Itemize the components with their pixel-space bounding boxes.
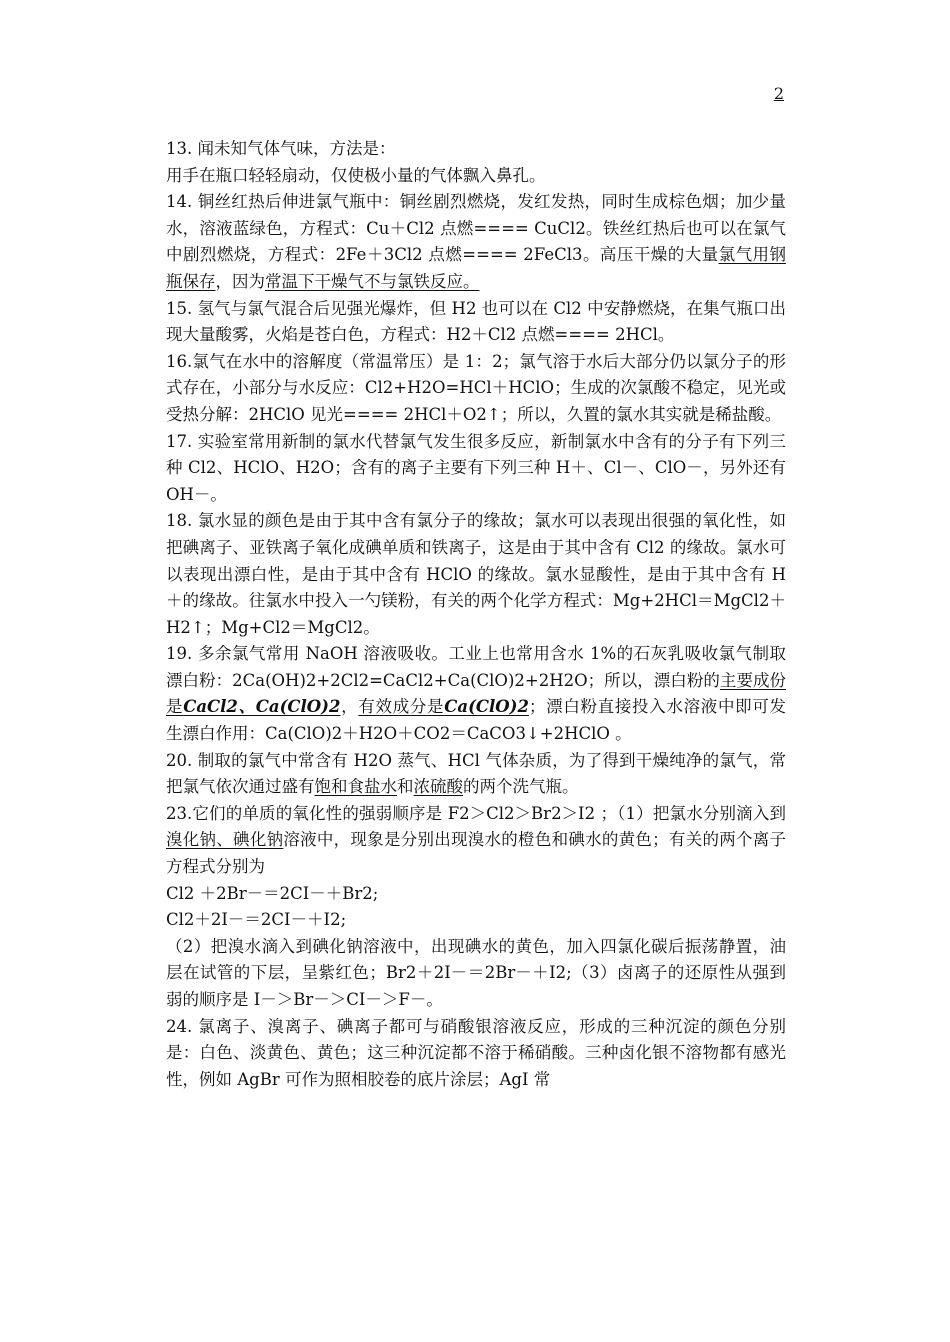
item-19-text-3: ；漂白粉直接投入水溶液中即可发生漂白作用：Ca(ClO)2＋H2O＋CO2＝CaCO3↓+2HClO 。 [166, 697, 787, 744]
item-19-main-value: CaCl2、Ca(ClO)2 [183, 697, 341, 717]
document-body [166, 136, 786, 1093]
item-23-text-2: 溶液中，现象是分别出现溴水的橙色和碘水的黄色；有关的两个离子方程式分别为 [166, 830, 787, 877]
item-14 [166, 189, 786, 295]
item-18: 18. 氯水显的颜色是由于其中含有氯分子的缘故；氯水可以表现出很强的氧化性，如把碘离子、亚铁离子氧化成碘单质和铁离子，这是由于其中含有 Cl2 的缘故。氯水可以表现出漂白性，是由于其中含有 HClO 的缘故。氯水显酸性，是由于其中含有 H＋的缘故。往氯水中投入一勺镁粉，有关的两个化学方程式：Mg+2HCl＝MgCl2＋H2↑；Mg+Cl2＝MgCl2。 [166, 511, 786, 637]
item-19-text: 19. 多余氯气常用 NaOH 溶液吸收。工业上也常用含水 1%的石灰乳吸收氯气制取漂白粉：2Ca(OH)2+2Cl2=CaCl2+Ca(ClO)2+2H2O；所以，漂白粉的 [166, 644, 786, 690]
item-23-text: 23.它们的单质的氧化性的强弱顺序是 F2＞Cl2＞Br2＞I2 ；（1）把氯水分别滴入到 [166, 803, 786, 823]
item-14-underline-2: 常温下干燥气不与氯铁反应。 [265, 271, 480, 291]
item-23-equation-2: Cl2＋2I－＝2CI－＋I2; [166, 910, 347, 930]
item-19-effective-label: 有效成分是 [358, 697, 445, 717]
item-20-text: 20. 制取的氯气中常含有 H2O 蒸气、HCl 气体杂质，为了得到干燥纯净的氯气，常把氯气依次通过盛有 [166, 750, 786, 797]
item-19-text-2: ， [340, 697, 359, 717]
item-17: 17. 实验室常用新制的氯水代替氯气发生很多反应，新制氯水中含有的分子有下列三种 Cl2、HClO、H2O；含有的离子主要有下列三种 H＋、Cl－、ClO－，另外还有 OH－。 [166, 431, 786, 504]
item-19-main-label: 主要成份是 [166, 670, 787, 717]
page-number: 2 [773, 84, 784, 103]
item-15: 15. 氢气与氯气混合后见强光爆炸，但 H2 也可以在 Cl2 中安静燃烧，在集气瓶口出现大量酸雾，火焰是苍白色，方程式：H2＋Cl2 点燃==== 2HCl。 [166, 298, 786, 345]
item-19 [166, 641, 786, 747]
item-19-underline-2 [358, 697, 529, 716]
item-23-underline: 溴化钠、碘化钠 [166, 830, 284, 850]
item-14-text: 14. 铜丝红热后伸进氯气瓶中：铜丝剧烈燃烧，发红发热，同时生成棕色烟；加少量水，溶液蓝绿色，方程式：Cu＋Cl2 点燃==== CuCl2。铁丝红热后也可以在氯气中剧烈燃烧，方程式：2Fe＋3Cl2 点燃==== 2FeCl3。高压干燥的大量 [166, 192, 786, 265]
item-13-answer: 用手在瓶口轻轻扇动，仅使极小量的气体飘入鼻孔。 [166, 165, 546, 185]
item-14-text-2: ，因为 [215, 271, 265, 291]
item-20-underline-2: 浓硫酸 [413, 777, 463, 797]
item-19-effective-value: Ca(ClO)2 [444, 697, 529, 717]
item-14-underline-1: 氯气用钢瓶保存 [166, 245, 786, 291]
item-23-part-2: （2）把溴水滴入到碘化钠溶液中，出现碘水的黄色，加入四氯化碳后振荡静置，油层在试管的下层，呈紫红色；Br2＋2I－＝2Br－＋I2;（3）卤离子的还原性从强到弱的顺序是 I－＞Br－＞CI－＞F－。 [166, 936, 786, 1009]
item-24: 24. 氯离子、溴离子、碘离子都可与硝酸银溶液反应，形成的三种沉淀的颜色分别是：白色、淡黄色、黄色；这三种沉淀都不溶于稀硝酸。三种卤化银不溶物都有感光性，例如 AgBr 可作为照相胶卷的底片涂层；AgI 常 [166, 1016, 786, 1089]
item-13-question: 13. 闻未知气体气味，方法是： [166, 139, 396, 158]
item-20-text-2: 和 [397, 777, 414, 797]
item-20-underline-1: 饱和食盐水 [314, 777, 397, 797]
item-23 [166, 801, 786, 881]
item-20 [166, 748, 786, 801]
item-16: 16.氯气在水中的溶解度（常温常压）是 1：2；氯气溶于水后大部分仍以氯分子的形式存在，小部分与水反应：Cl2+H2O=HCl＋HClO；生成的次氯酸不稳定，见光或受热分解：2HClO 见光==== 2HCl＋O2↑；所以，久置的氯水其实就是稀盐酸。 [166, 351, 786, 424]
item-23-equation-1: Cl2 ＋2Br－＝2CI－＋Br2; [166, 883, 379, 903]
item-20-text-3: 的两个洗气瓶。 [463, 777, 579, 797]
